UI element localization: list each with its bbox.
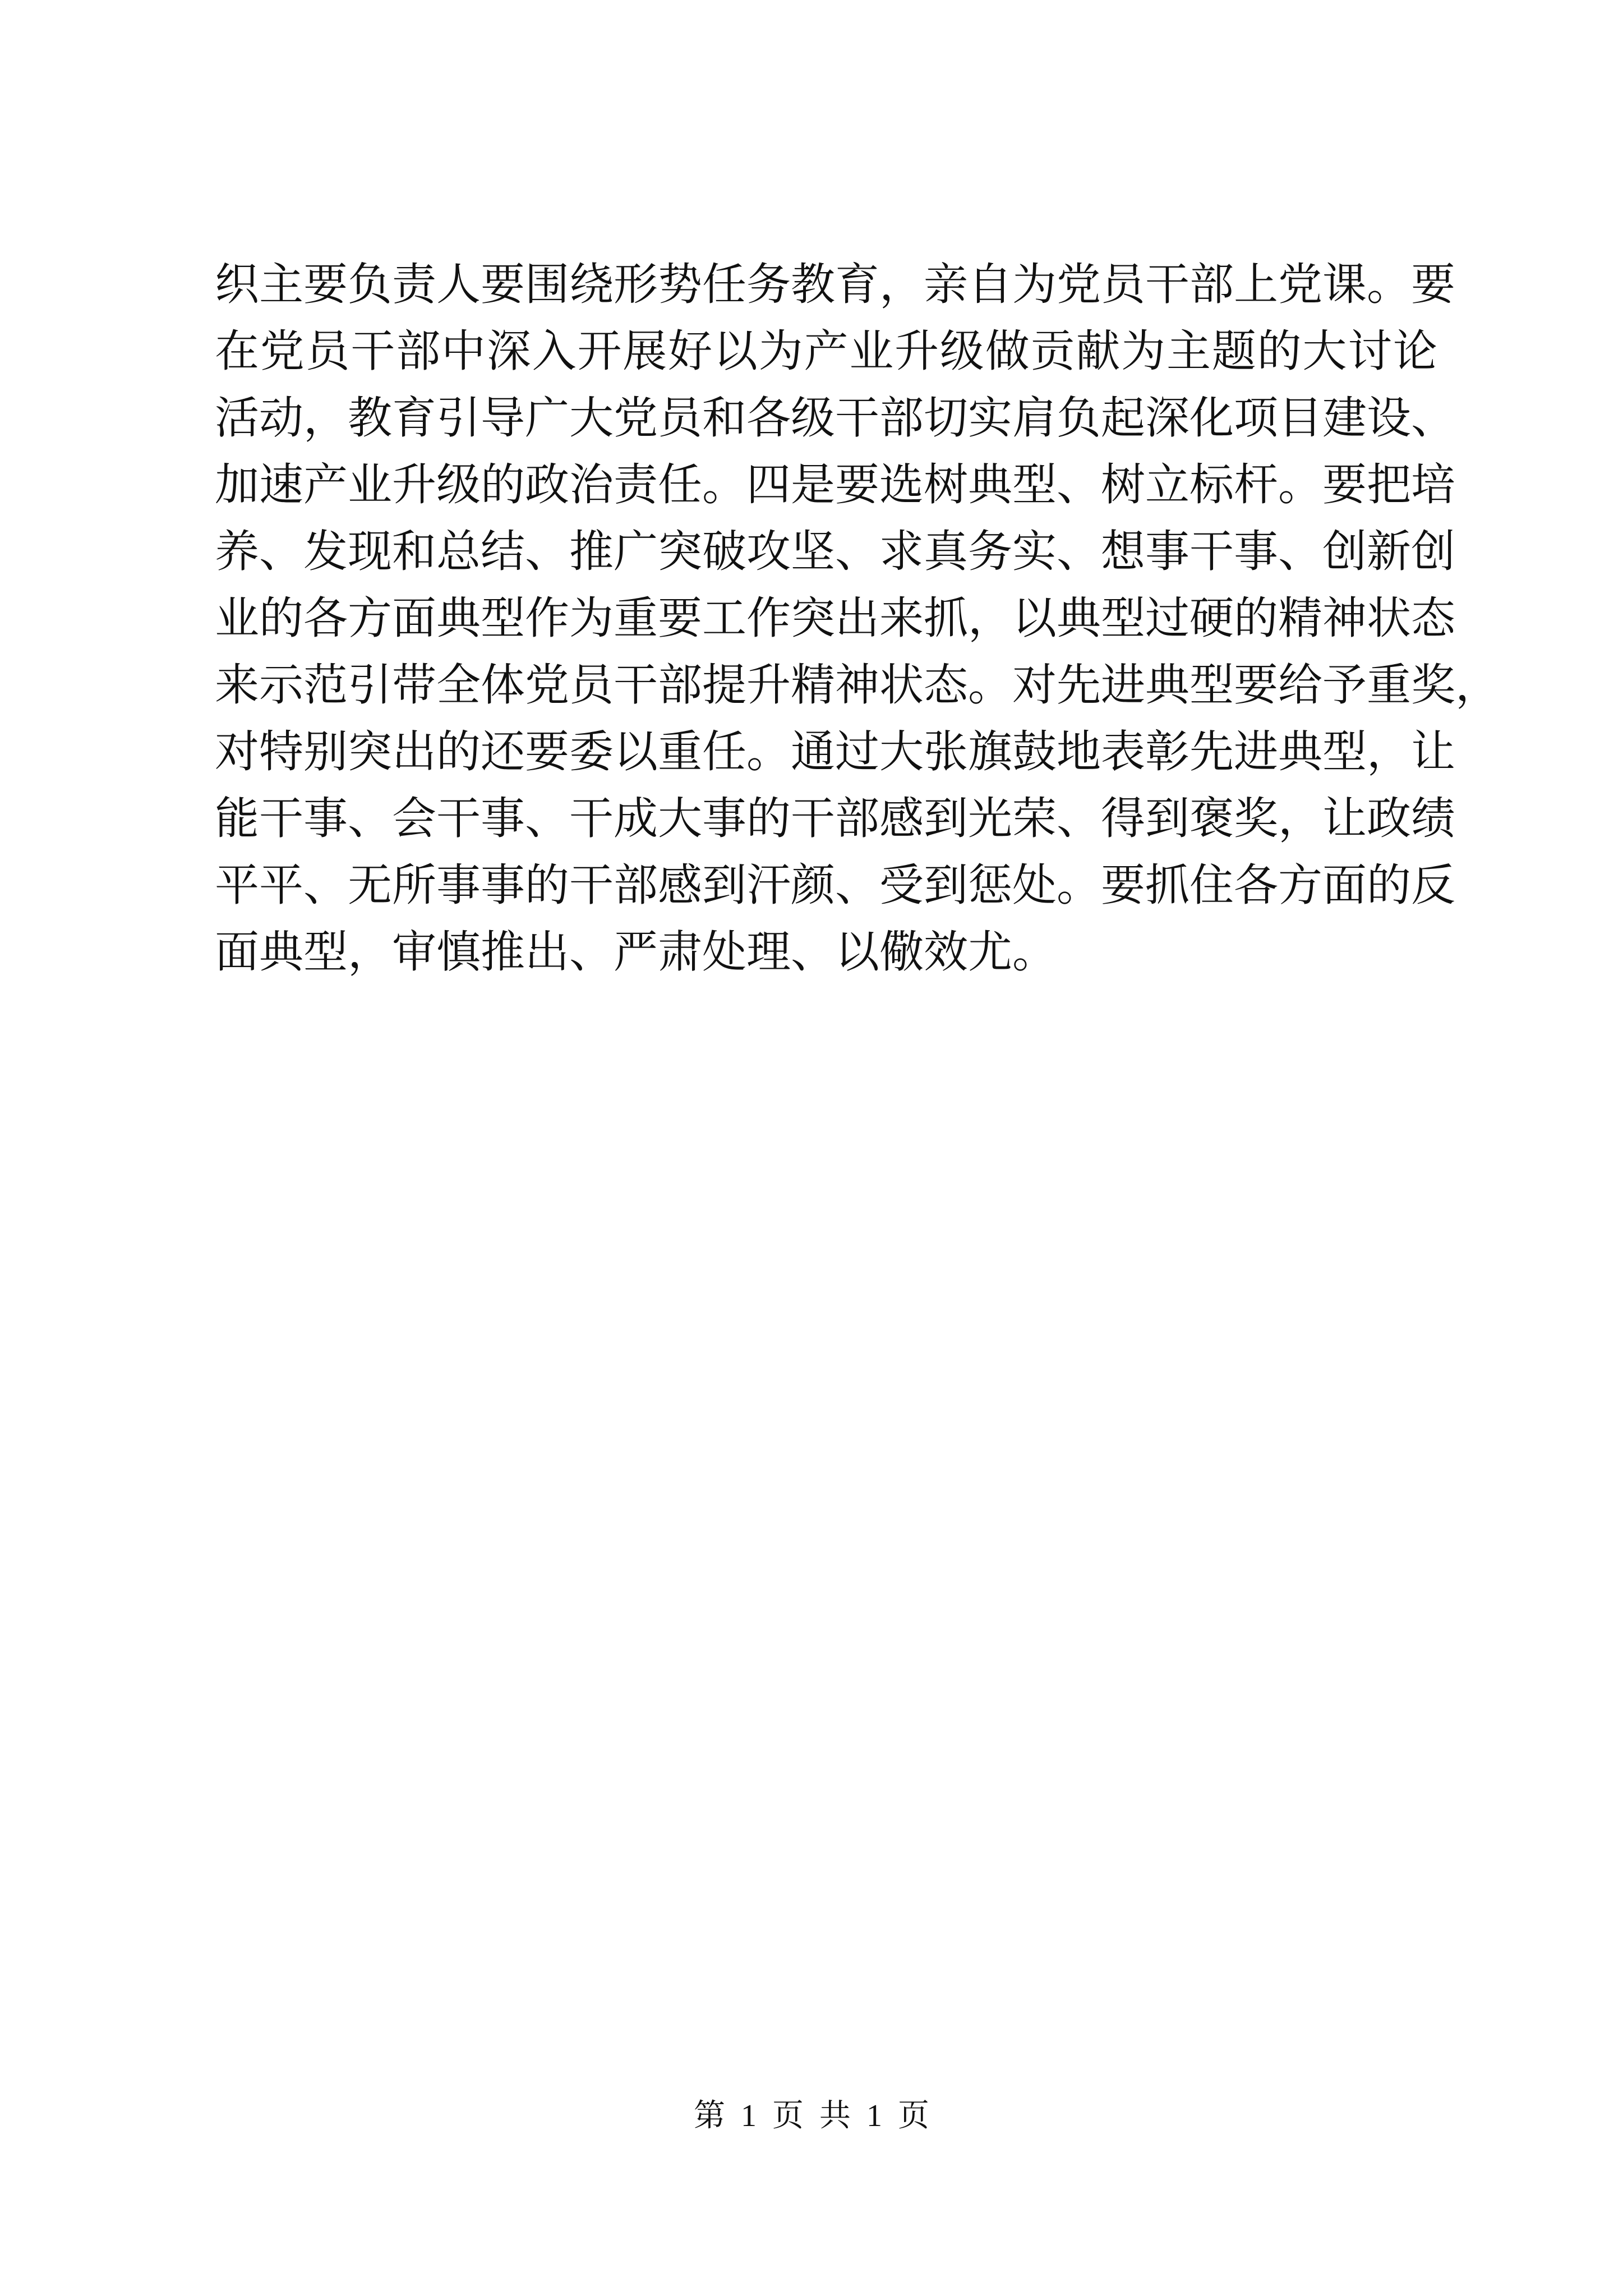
paragraph-line: 织主要负责人要围绕形势任务教育，亲自为党员干部上党课。要 xyxy=(215,259,1455,310)
paragraph-line: 对特别突出的还要委以重任。通过大张旗鼓地表彰先进典型，让 xyxy=(215,726,1455,777)
paragraph-line: 能干事、会干事、干成大事的干部感到光荣、得到褒奖，让政绩 xyxy=(215,793,1455,844)
paragraph-line: 来示范引带全体党员干部提升精神状态。对先进典型要给予重奖， xyxy=(215,659,1500,711)
body-paragraph xyxy=(215,251,1500,986)
paragraph-line: 在党员干部中深入开展好以为产业升级做贡献为主题的大讨论 xyxy=(215,325,1437,377)
paragraph-line: 业的各方面典型作为重要工作突出来抓，以典型过硬的精神状态 xyxy=(215,592,1455,644)
paragraph-line: 活动，教育引导广大党员和各级干部切实肩负起深化项目建设、 xyxy=(215,392,1455,444)
paragraph-line: 面典型，审慎推出、严肃处理、以儆效尤。 xyxy=(215,926,1057,978)
page-number-footer: 第 1 页 共 1 页 xyxy=(694,2099,929,2133)
paragraph-line: 加速产业升级的政治责任。四是要选树典型、树立标杆。要把培 xyxy=(215,459,1455,510)
paragraph-line: 养、发现和总结、推广突破攻坚、求真务实、想事干事、创新创 xyxy=(215,526,1455,577)
paragraph-line: 平平、无所事事的干部感到汗颜、受到惩处。要抓住各方面的反 xyxy=(215,859,1455,911)
